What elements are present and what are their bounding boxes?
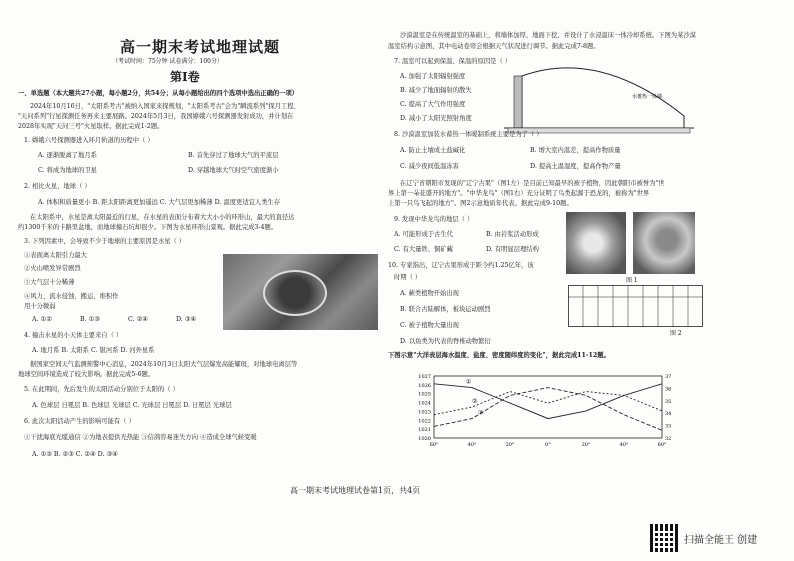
- liaoning-fruit-fossil-photo: [566, 212, 626, 274]
- option[interactable]: D. 有明显层理结构: [486, 246, 539, 253]
- passage-line: 沙漠温室是在传统温室的基础上，将墙体加厚，地面下挖，并设计了水浸温床一体冷却系统。下图为某沙漠: [400, 32, 696, 39]
- statement: ④风力、流水侵蚀、搬运、堆积作: [24, 293, 119, 300]
- y-right-tick-label: 33: [665, 423, 672, 430]
- page-footer: 高一期末考试地理试卷第1页，共4页: [290, 486, 421, 495]
- question-9: 9. 发现中华龙鸟的地层（ ）: [394, 216, 474, 223]
- option[interactable]: C. 有大量铁、铜矿藏: [394, 246, 453, 253]
- option[interactable]: C. 将成为地球的卫星: [38, 167, 97, 174]
- x-tick-label: 60°: [429, 442, 439, 448]
- geologic-time-table: [568, 285, 703, 327]
- option[interactable]: D. 以鱼类为代表的脊椎动物繁衍: [400, 338, 491, 345]
- statement: 用十分微弱: [24, 303, 56, 310]
- y-left-tick-label: 1021: [418, 427, 431, 434]
- question-7: 7. 温室可以起到保温、保温的原因是（ ）: [394, 58, 512, 65]
- instructions: 一、单选题（本大题共27小题，每小题2分，共54分；从每小题给出的四个选项中选出正确的一项）: [18, 90, 299, 97]
- exam-info: （考试时间：75分钟 试卷满分：100分）: [112, 58, 223, 65]
- statement: ①表面离太阳引力最大: [24, 252, 87, 259]
- ocean-surface-chart: [400, 370, 690, 450]
- y-right-tick-label: 32: [665, 436, 672, 442]
- option[interactable]: D. 提高土温湿度，提高作物产量: [530, 163, 621, 170]
- passage-line: 上第一只鸟飞起的地方"。图2示意地质年代表。据此完成9-10题。: [388, 200, 573, 207]
- option[interactable]: B. 由岩浆活动形成: [486, 231, 539, 238]
- y-left-tick-label: 1020: [418, 436, 431, 442]
- series-label: ③: [478, 409, 484, 417]
- x-tick-label: 0°: [545, 442, 551, 448]
- options-row[interactable]: A. ①③ B. ②③ C. ②④ D. ③④: [32, 451, 118, 458]
- y-left-tick-label: 1023: [418, 409, 431, 416]
- option[interactable]: B. ①③: [80, 316, 100, 323]
- passage-line: 下图示意"大洋表层海水温度、盐度、密度随纬度的变化"，据此完成11-12题。: [388, 352, 610, 359]
- option[interactable]: B. 减少了地面辐射的散失: [400, 87, 472, 94]
- question-10: 10. 专家指出，辽宁古果形成于距今约1.25亿年，该: [388, 262, 534, 269]
- options-row[interactable]: A. 色球层 日冕层 B. 色球层 光球层 C. 光球层 日冕层 D. 日冕层 光球层: [32, 402, 232, 409]
- option[interactable]: C. ②④: [128, 316, 148, 323]
- option[interactable]: C. 被子植物大量出现: [400, 322, 459, 329]
- passage-line: 据国家空间天气监测预警中心消息，2024年10月3日太阳大气层爆发高能耀斑，对地球电离层等: [30, 361, 298, 368]
- question-8: 8. 沙漠温室加装水蓄热一体暖制系统主要是为了（ ）: [394, 131, 543, 138]
- mercury-crater-photo: [223, 254, 378, 330]
- x-tick-label: 40°: [467, 442, 477, 448]
- question-4: 4. 撞击水星的小天体主要来自（ ）: [24, 332, 123, 339]
- crater-shape: [263, 270, 327, 316]
- y-left-tick-label: 1024: [418, 400, 431, 407]
- question-5: 5. 在此期间，先后发生的太阳活动分别位于太阳的（ ）: [24, 386, 179, 393]
- y-left-tick-label: 1025: [418, 391, 431, 398]
- y-right-tick-label: 35: [665, 398, 672, 405]
- greenhouse-label: 水蓄热一体墙: [632, 94, 663, 100]
- x-tick-label: 20°: [505, 442, 515, 448]
- page-title: 高一期末考试地理试题: [120, 38, 281, 56]
- scanner-brand: 扫描全能王 创建: [684, 535, 758, 546]
- y-right-tick-label: 34: [665, 411, 672, 418]
- passage-line: 地球空间环境造成了较大影响。据此完成5-6题。: [18, 371, 155, 378]
- option[interactable]: A. 防止土壤成土盐碱化: [400, 147, 466, 154]
- question-2: 2. 相比火星，地球（ ）: [24, 183, 91, 190]
- passage-line: 界上第一朵花盛开的地方"。"中华龙鸟"（图1右）充分证明了鸟类起源于恐龙的，被称为"世界: [388, 190, 650, 197]
- series-label: ②: [472, 398, 478, 405]
- option[interactable]: A. 加强了太阳辐射强度: [400, 73, 466, 80]
- option[interactable]: B. 首先穿过了地球大气的平流层: [188, 152, 279, 159]
- x-tick-label: 40°: [619, 442, 629, 448]
- statement: ③大气层十分稀薄: [24, 279, 75, 286]
- figure-2-caption: 图 2: [670, 330, 682, 337]
- option[interactable]: D. ③④: [176, 316, 197, 323]
- qr-code: [650, 524, 678, 552]
- options-row[interactable]: A. 地月系 B. 太阳系 C. 银河系 D. 河外星系: [32, 347, 155, 354]
- question-10-cont: 时期（ ）: [394, 274, 422, 281]
- option[interactable]: A. 体积和质量更小 B. 距太阳距离更加遥远 C. 大气层更加稀薄 D. 温度更适宜人类生存: [38, 199, 281, 206]
- option[interactable]: A. 蕨类植物开始出现: [400, 290, 459, 297]
- passage-line: 2024年10月16日，"太阳系考古"被纳入国家来探规划，"太阳系考古"会为"瞬流系列"探月工程、: [30, 103, 300, 110]
- passage-line: 约1300千米的卡路里盆地，而地球撞石坑却很少。下图为水星环形山景观。据此完成3-4题。: [18, 224, 278, 231]
- question-1: 1. 嫦娥六号探测器进入环月轨道的历程中（ ）: [24, 137, 154, 144]
- figure-1-caption: 图 1: [626, 277, 638, 284]
- option[interactable]: A. ①②: [32, 316, 52, 323]
- option[interactable]: D. 穿越地球大气时空气密度渐小: [188, 167, 279, 174]
- y-left-tick-label: 1022: [418, 418, 431, 425]
- statement: ②火山喷发异常剧烈: [24, 265, 81, 272]
- option[interactable]: B. 增大室内温差，提高作物质量: [530, 147, 621, 154]
- passage-line: 在辽宁省朝阳市发现的"辽宁古果"（图1左）是目前已知最早的被子植物，因此朝阳市被誉为"世: [400, 180, 665, 187]
- passage-line: 温室结构示意图，其中电动卷帘会根据天气状况进行调节。据此完成7-8题。: [388, 43, 600, 50]
- y-left-tick-label: 1027: [418, 374, 431, 380]
- passage-line: "天问系列"行星探测任务再来主要展路。2024年5月3日，我国嫦娥六号探测器发射成功，并计划在: [18, 113, 294, 120]
- y-left-tick-label: 1026: [418, 382, 431, 389]
- section-title: 第Ⅰ卷: [170, 70, 200, 84]
- greenhouse-diagram: [504, 56, 694, 134]
- y-right-tick-label: 37: [665, 374, 672, 380]
- passage-line: 2028年实现"天问三号"火星取样。据此完成1-2题。: [18, 123, 164, 130]
- dinosaur-bird-fossil-photo: [633, 212, 695, 274]
- question-3: 3. 下列因素中，会导致不少于地球的主要原因是水星（ ）: [24, 238, 186, 245]
- option[interactable]: B. 联合古陆解体，板块运动剧烈: [400, 306, 491, 313]
- passage-line: 在太阳系中，水星是离太阳最近的行星，在水星的表面分布着大大小小的环形山，最大的直径达: [30, 214, 295, 221]
- option[interactable]: A. 可能形成于古生代: [394, 231, 453, 238]
- series-line-2: [434, 392, 662, 415]
- series-line-1: [434, 384, 662, 419]
- option[interactable]: C. 减少夜间低温冻害: [400, 163, 459, 170]
- question-6: 6. 此次太阳活动产生的影响可能有（ ）: [24, 418, 135, 425]
- option[interactable]: A. 逐渐脱离了地月系: [38, 152, 97, 159]
- option[interactable]: D. 减小了太阳光照射角度: [400, 115, 472, 122]
- series-label: ①: [466, 378, 472, 386]
- x-tick-label: 60°: [657, 442, 667, 448]
- x-tick-label: 20°: [581, 442, 591, 448]
- option[interactable]: C. 提高了大气作用强度: [400, 101, 466, 108]
- statements-row: ①干扰海底光缆通信 ②为地表提供光热能 ③信鸽容易迷失方向 ④造成全球气候变暖: [24, 434, 257, 441]
- y-right-tick-label: 36: [665, 386, 672, 393]
